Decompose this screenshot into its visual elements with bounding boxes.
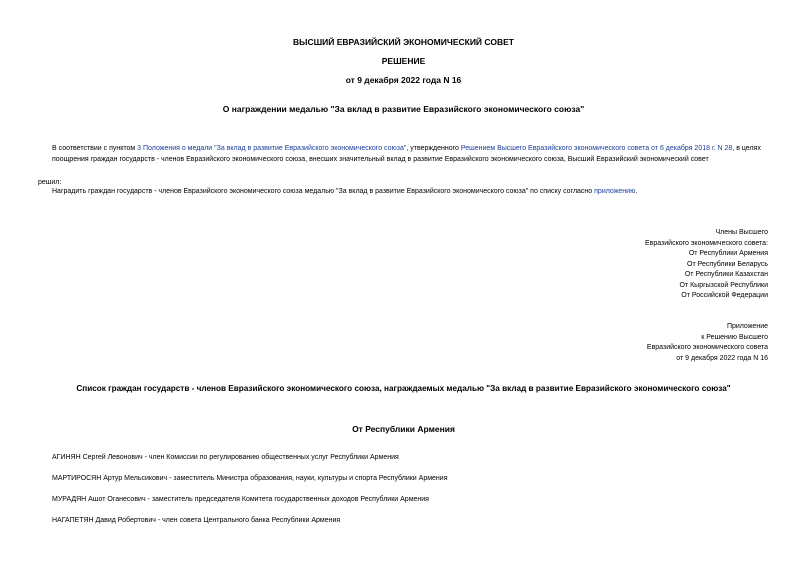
preamble-text-1: В соответствии с пунктом [52, 145, 138, 152]
signatories-line-1: Члены Высшего [715, 229, 768, 236]
signatories-line-2: Евразийского экономического совета: [644, 239, 768, 247]
appendix-line-2: к Решению Высшего [701, 333, 768, 341]
preamble-paragraph [38, 144, 784, 165]
link-regulation-item-3[interactable]: 3 Положения о медали "За вклад в развитие Евразийского экономического союза" [137, 145, 407, 152]
appendix-line-1: Приложение [726, 323, 768, 330]
list-item: АГИНЯН Сергей Левонович - член Комиссии по регулированию общественных услуг Республики Армения [52, 454, 399, 461]
section-armenia-heading: От Республики Армения [352, 424, 455, 434]
appendix-line-4: от 9 декабря 2022 года N 16 [676, 354, 768, 362]
link-appendix[interactable]: приложению [594, 188, 636, 195]
doc-date-number: от 9 декабря 2022 года N 16 [345, 75, 462, 85]
signatory-kyrgyzstan: От Кыргызской Республики [679, 281, 768, 289]
list-item: МАРТИРОСЯН Артур Мельсикович - заместитель Министра образования, науки, культуры и спорта Республики Армения [52, 475, 448, 482]
preamble-text-3: , в целях поощрения граждан государств - членов Евразийского экономического союза, внесших значительный вклад в развитие Евразийского экономического союза, Высший Евразийский экономический совет [52, 145, 761, 163]
doc-title: О награждении медалью "За вклад в развитие Евразийского экономического союза" [222, 104, 585, 114]
appendix-line-3: Евразийского экономического совета [646, 344, 768, 351]
doc-type: РЕШЕНИЕ [381, 56, 426, 66]
org-name: ВЫСШИЙ ЕВРАЗИЙСКИЙ ЭКОНОМИЧЕСКИЙ СОВЕТ [293, 37, 514, 47]
decision-end: . [635, 188, 638, 195]
decision-paragraph [52, 187, 637, 198]
signatory-kazakhstan: От Республики Казахстан [684, 271, 768, 278]
awardees-list-title: Список граждан государств - членов Евразийского экономического союза, награждаемых медалью "За вклад в развитие Евразийского экономического союза" [76, 384, 731, 393]
list-item: НАГАПЕТЯН Давид Робертович - член совета Центрального банка Республики Армения [52, 517, 341, 524]
appendix-header [647, 322, 768, 364]
signatory-belarus: От Республики Беларусь [687, 260, 768, 268]
decided-label: решил: [38, 179, 62, 186]
signatories-block [645, 228, 768, 302]
list-item: МУРАДЯН Ашот Оганесович - заместитель председателя Комитета государственных доходов Республики Армения [52, 496, 429, 503]
preamble-text-2: , утвержденного [406, 145, 461, 152]
link-decision-2018-n28[interactable]: Решением Высшего Евразийского экономического совета от 6 декабря 2018 г. N 28 [460, 145, 733, 152]
signatory-russia: От Российской Федерации [681, 292, 768, 299]
decision-text: Наградить граждан государств - членов Евразийского экономического союза медалью "За вклад в развитие Евразийского экономического союза" по списку согласно [52, 188, 595, 195]
signatory-armenia: От Республики Армения [688, 250, 768, 257]
